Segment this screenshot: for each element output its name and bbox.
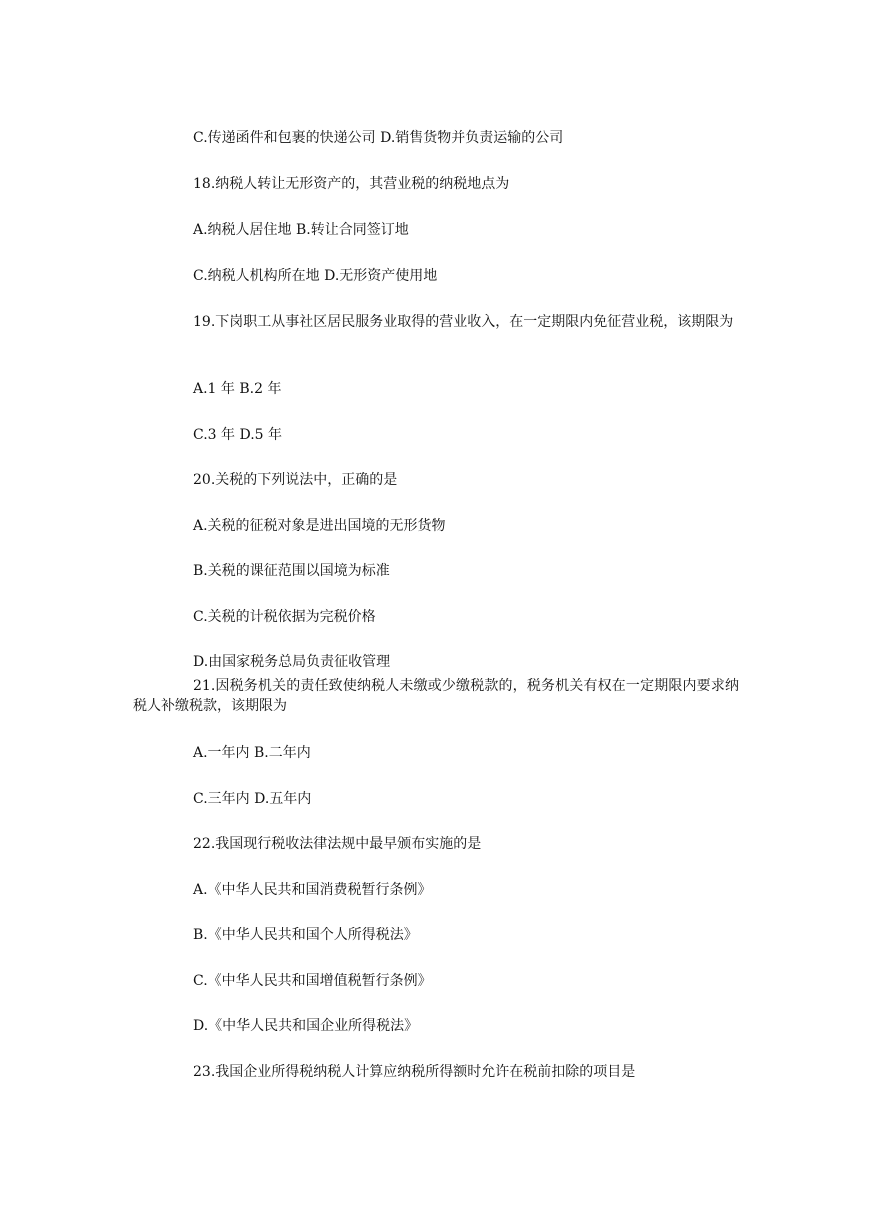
option-line-q19-cd: C.3 年 D.5 年 [193, 427, 283, 443]
option-q20-c: C.关税的计税依据为完税价格 [193, 609, 376, 625]
option-line-q21-cd: C.三年内 D.五年内 [193, 791, 312, 807]
option-line-q17-cd: C.传递函件和包裹的快递公司 D.销售货物并负责运输的公司 [193, 130, 564, 146]
option-line-q21-ab: A.一年内 B.二年内 [193, 745, 311, 761]
option-q20-b: B.关税的课征范围以国境为标准 [193, 563, 390, 579]
option-q22-d: D.《中华人民共和国企业所得税法》 [193, 1018, 419, 1034]
option-q22-c: C.《中华人民共和国增值税暂行条例》 [193, 973, 432, 989]
option-line-q19-ab: A.1 年 B.2 年 [193, 381, 282, 397]
option-q20-d: D.由国家税务总局负责征收管理 [193, 654, 391, 670]
option-line-q18-ab: A.纳税人居住地 B.转让合同签订地 [193, 222, 409, 238]
option-q22-b: B.《中华人民共和国个人所得税法》 [193, 927, 418, 943]
option-line-q18-cd: C.纳税人机构所在地 D.无形资产使用地 [193, 268, 438, 284]
question-21: 21.因税务机关的责任致使纳税人未缴或少缴税款的，税务机关有权在一定期限内要求纳税人补缴税款，该期限为 [133, 678, 739, 714]
question-20: 20.关税的下列说法中，正确的是 [193, 472, 398, 488]
question-19: 19.下岗职工从事社区居民服务业取得的营业收入，在一定期限内免征营业税，该期限为 [193, 314, 734, 330]
question-23: 23.我国企业所得税纳税人计算应纳税所得额时允许在税前扣除的项目是 [193, 1064, 636, 1080]
option-q22-a: A.《中华人民共和国消费税暂行条例》 [193, 882, 432, 898]
question-18: 18.纳税人转让无形资产的，其营业税的纳税地点为 [193, 176, 510, 192]
option-q20-a: A.关税的征税对象是进出国境的无形货物 [193, 518, 446, 534]
question-22: 22.我国现行税收法律法规中最早颁布实施的是 [193, 836, 482, 852]
